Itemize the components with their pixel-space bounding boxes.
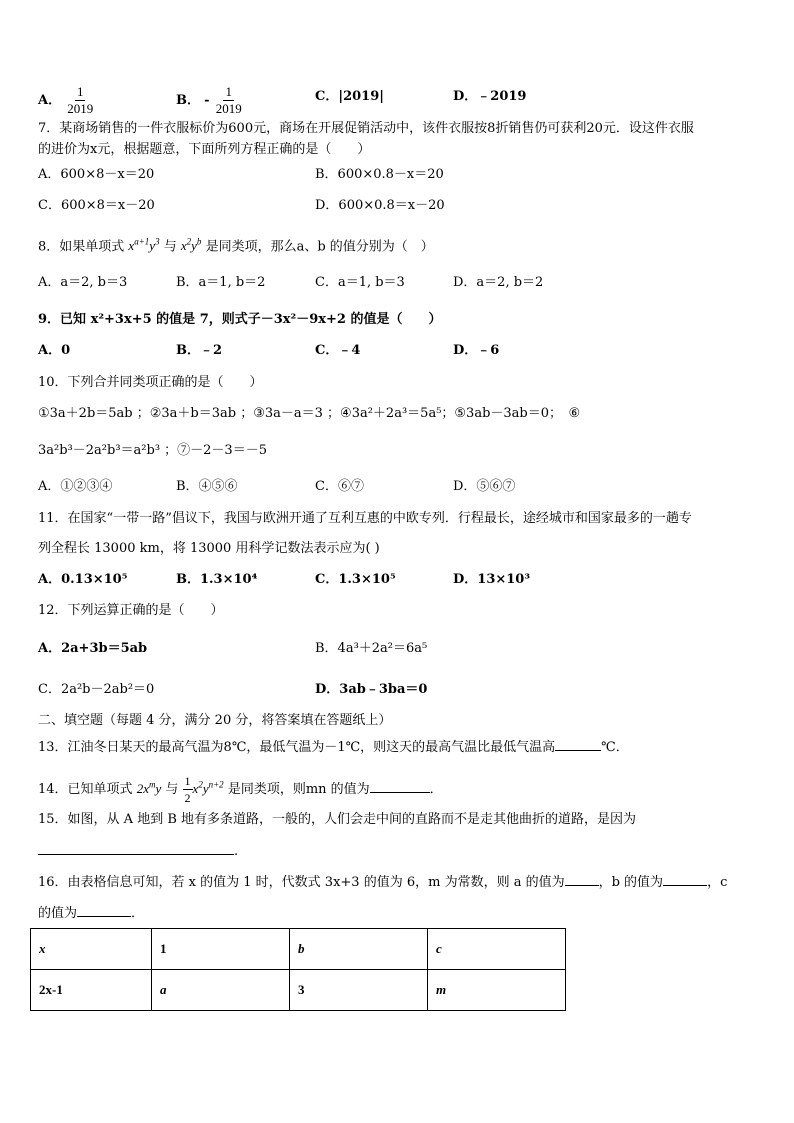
monomial-2: $x^2y^{n+2}$ <box>192 779 224 796</box>
fraction <box>183 773 193 806</box>
option-text: |2019| <box>338 89 384 104</box>
q11-option-c: C．1.3×10⁵ <box>315 572 396 587</box>
q10-option-c: C．⑥⑦ <box>315 479 364 494</box>
fraction <box>65 84 95 117</box>
q8-option-d: D．a＝2, b＝2 <box>453 275 544 290</box>
q8-option-c: C．a＝1, b＝3 <box>315 275 405 290</box>
q8-option-b: B．a＝1, b＝2 <box>176 275 266 290</box>
q7-stem-line2: 的进价为x元，根据题意，下面所列方程正确的是（ ） <box>38 142 371 157</box>
q11-stem-line2: 列全程长 13000 km，将 13000 用科学记数法表示应为( ) <box>38 541 380 556</box>
table-row <box>31 970 566 1011</box>
minus-sign: - <box>204 93 210 108</box>
answer-blank-a[interactable] <box>565 873 599 886</box>
stem-mid: 与 <box>165 782 179 797</box>
q9-option-a: A．0 <box>38 343 71 358</box>
q11-option-d: D．13×10³ <box>453 572 531 587</box>
numerator: 1 <box>76 84 84 99</box>
q11-option-a: A．0.13×10⁵ <box>38 572 128 587</box>
answer-blank[interactable] <box>38 842 234 855</box>
table-cell: c <box>428 929 566 970</box>
option-label: D． <box>453 89 478 104</box>
denominator: 2019 <box>215 101 242 116</box>
q10-option-b: B．④⑤⑥ <box>176 479 238 494</box>
q12-option-b: B．4a³＋2a²＝6a⁵ <box>315 641 428 656</box>
stem-prefix: 8．如果单项式 <box>38 239 125 255</box>
numerator: 1 <box>225 84 232 99</box>
monomial-1: $2x^my$ <box>136 779 162 796</box>
numerator: 1 <box>184 774 191 788</box>
q16-stem-line1 <box>38 873 727 892</box>
q11-stem-line1: 11．在国家“一带一路”倡议下，我国与欧洲开通了互利互惠的中欧专列．行程最长，途经城市和国家最多的一趟专 <box>38 511 692 526</box>
q15-answer-line <box>38 842 238 861</box>
q15-stem: 15．如图，从 A 地到 B 地有多条道路，一般的，人们会走中间的直路而不是走其他曲折的道路，是因为 <box>38 812 637 827</box>
q9-stem: 9．已知 x²+3x+5 的值是 7，则式子－3x²－9x+2 的值是（ ） <box>38 312 442 327</box>
fraction <box>214 84 244 117</box>
monomial-1: $x^{a+1}y^3$ <box>128 237 160 254</box>
q8-stem <box>38 233 434 256</box>
denominator: 2019 <box>67 101 94 116</box>
q7-option-b: B．600×0.8－x＝20 <box>315 167 444 182</box>
table-cell: m <box>428 970 566 1011</box>
q10-items-line1: ①3a＋2b＝5ab ；②3a＋b＝3ab ；③3a－a＝3 ；④3a²＋2a³＝5a⁵；⑤3ab－3ab＝0； ⑥ <box>38 406 581 421</box>
q6-option-c <box>315 88 384 106</box>
table-cell: 2x-1 <box>31 970 152 1011</box>
q12-option-d: D．3ab﹣3ba＝0 <box>315 682 428 697</box>
option-label: B． <box>176 93 200 108</box>
answer-blank-c[interactable] <box>77 904 131 917</box>
denominator: 2 <box>184 791 191 805</box>
table-cell: x <box>31 929 152 970</box>
q10-option-d: D．⑤⑥⑦ <box>453 479 516 494</box>
q9-option-c: C．﹣4 <box>315 343 361 358</box>
q12-stem: 12．下列运算正确的是（ ） <box>38 603 224 618</box>
stem-suffix: 是同类项，那么a、b 的值分别为（ ） <box>205 239 434 255</box>
stem-text: 13．江油冬日某天的最高气温为8℃，最低气温为－1℃，则这天的最高气温比最低气温高 <box>38 740 556 755</box>
stem-part: 的值为 <box>38 906 78 921</box>
q7-option-d: D．600×0.8＝x－20 <box>315 198 445 213</box>
unit: ℃． <box>601 740 629 755</box>
q14-stem <box>38 773 443 806</box>
stem-part: ． <box>131 906 145 921</box>
stem-part: 16．由表格信息可知，若 x 的值为 1 时，代数式 3x+3 的值为 6，m 为常数，则 a 的值为 <box>38 875 565 890</box>
stem-prefix: 14．已知单项式 <box>38 782 133 797</box>
answer-blank-b[interactable] <box>663 873 707 886</box>
q16-stem-line2 <box>38 904 144 923</box>
q6-option-d <box>453 88 526 106</box>
monomial-2: $x^2y^b$ <box>180 237 202 254</box>
stem-part: ，c <box>707 875 728 890</box>
q6-option-a <box>38 84 95 117</box>
q7-stem-line1: 7．某商场销售的一件衣服标价为600元，商场在开展促销活动中，该件衣服按8折销售仍可获利20元．设这件衣服 <box>38 121 694 136</box>
q9-option-d: D．﹣6 <box>453 343 500 358</box>
table-cell: 1 <box>152 929 290 970</box>
answer-blank[interactable] <box>370 780 430 793</box>
stem-mid: 与 <box>163 239 177 255</box>
option-label: C． <box>315 89 339 104</box>
section-heading: 二、填空题（每题 4 分，满分 20 分，将答案填在答题纸上） <box>38 713 392 728</box>
q11-option-b: B．1.3×10⁴ <box>176 572 258 587</box>
stem-suffix: 是同类项，则mn 的值为 <box>227 782 370 797</box>
table-cell: a <box>152 970 290 1011</box>
stem-end: . <box>234 844 239 859</box>
q13-stem <box>38 738 629 757</box>
q10-option-a: A．①②③④ <box>38 479 113 494</box>
q12-option-c: C．2a²b－2ab²＝0 <box>38 682 155 697</box>
q10-stem: 10．下列合并同类项正确的是（ ） <box>38 375 263 390</box>
option-label: A． <box>38 93 62 108</box>
option-text: ﹣2019 <box>477 89 527 104</box>
stem-end: ． <box>429 782 443 797</box>
q7-option-a: A．600×8－x＝20 <box>38 167 155 182</box>
table-cell: 3 <box>290 970 428 1011</box>
q9-option-b: B．﹣2 <box>176 343 223 358</box>
q12-option-a: A．2a+3b＝5ab <box>38 641 148 656</box>
table-row <box>31 929 566 970</box>
q8-option-a: A．a＝2, b＝3 <box>38 275 128 290</box>
q6-option-b <box>176 84 244 117</box>
table-cell: b <box>290 929 428 970</box>
answer-blank[interactable] <box>555 738 601 751</box>
info-table <box>30 928 566 1011</box>
q10-items-line2: 3a²b³－2a²b³＝a²b³ ；⑦－2－3＝－5 <box>38 443 267 458</box>
stem-part: ，b 的值为 <box>598 875 664 890</box>
q7-option-c: C．600×8＝x－20 <box>38 198 155 213</box>
